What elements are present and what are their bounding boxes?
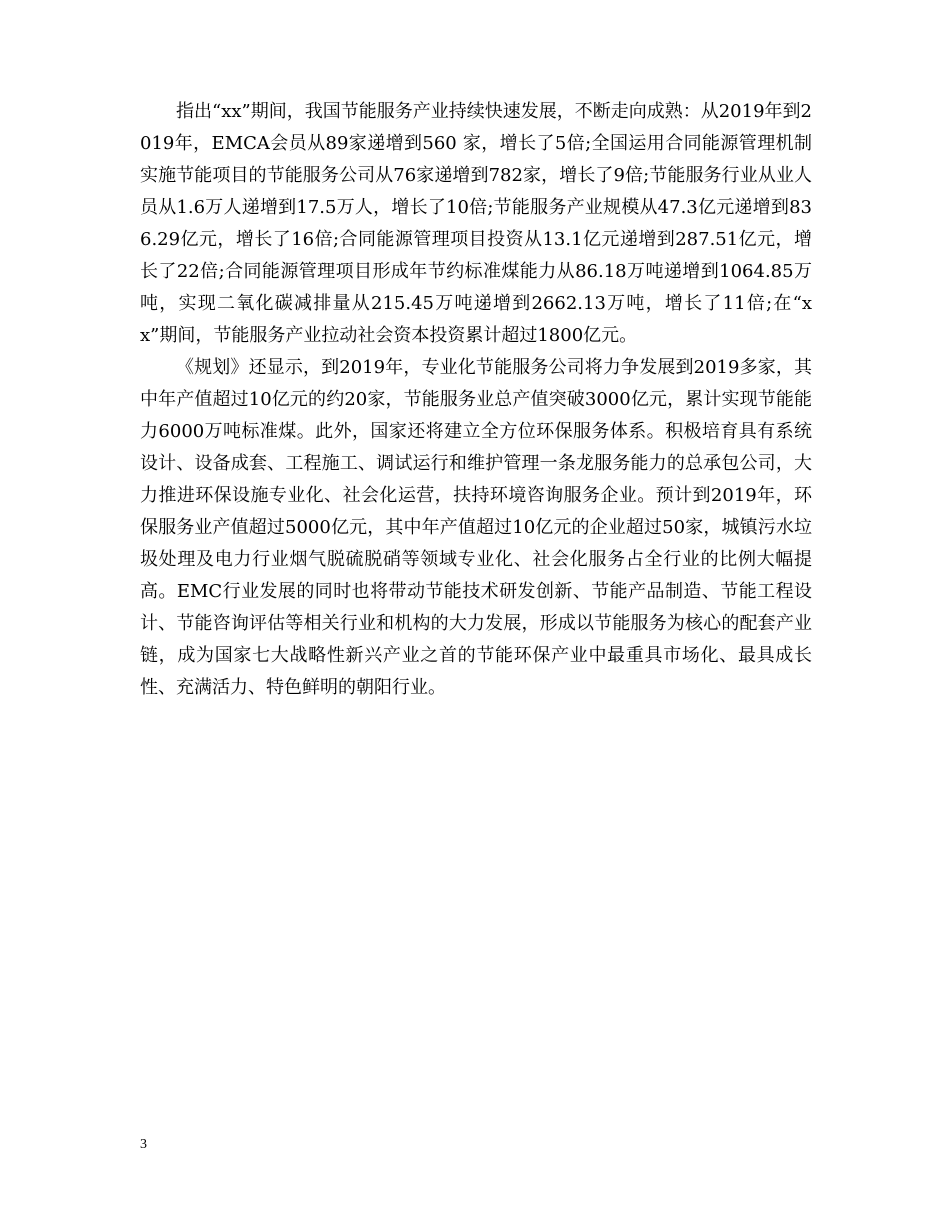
- document-body: [140, 96, 812, 704]
- paragraph-plan-outlook: 《规划》还显示，到2019年，专业化节能服务公司将力争发展到2019多家，其中年产值超过10亿元的约20家，节能服务业总产值突破3000亿元，累计实现节能能力6000万吨标准煤。此外，国家还将建立全方位环保服务体系。积极培育具有系统设计、设备成套、工程施工、调试运行和维护管理一条龙服务能力的总承包公司，大力推进环保设施专业化、社会化运营，扶持环境咨询服务企业。预计到2019年，环保服务业产值超过5000亿元，其中年产值超过10亿元的企业超过50家，城镇污水垃圾处理及电力行业烟气脱硫脱硝等领域专业化、社会化服务占全行业的比例大幅提高。EMC行业发展的同时也将带动节能技术研发创新、节能产品制造、节能工程设计、节能咨询评估等相关行业和机构的大力发展，形成以节能服务为核心的配套产业链，成为国家七大战略性新兴产业之首的节能环保产业中最重具市场化、最具成长性、充满活力、特色鲜明的朝阳行业。: [140, 357, 812, 698]
- paragraph-industry-growth: 指出“xx”期间，我国节能服务产业持续快速发展，不断走向成熟：从2019年到2019年，EMCA会员从89家递增到560 家，增长了5倍;全国运用合同能源管理机制实施节能项目的节能服务公司从76家递增到782家，增长了9倍;节能服务行业从业人员从1.6万人递增到17.5万人，增长了10倍;节能服务产业规模从47.3亿元递增到836.29亿元，增长了16倍;合同能源管理项目投资从13.1亿元递增到287.51亿元，增长了22倍;合同能源管理项目形成年节约标准煤能力从86.18万吨递增到1064.85万吨，实现二氧化碳减排量从215.45万吨递增到2662.13万吨，增长了11倍;在“xx”期间，节能服务产业拉动社会资本投资累计超过1800亿元。: [140, 101, 812, 346]
- page-number: 3: [140, 1137, 147, 1152]
